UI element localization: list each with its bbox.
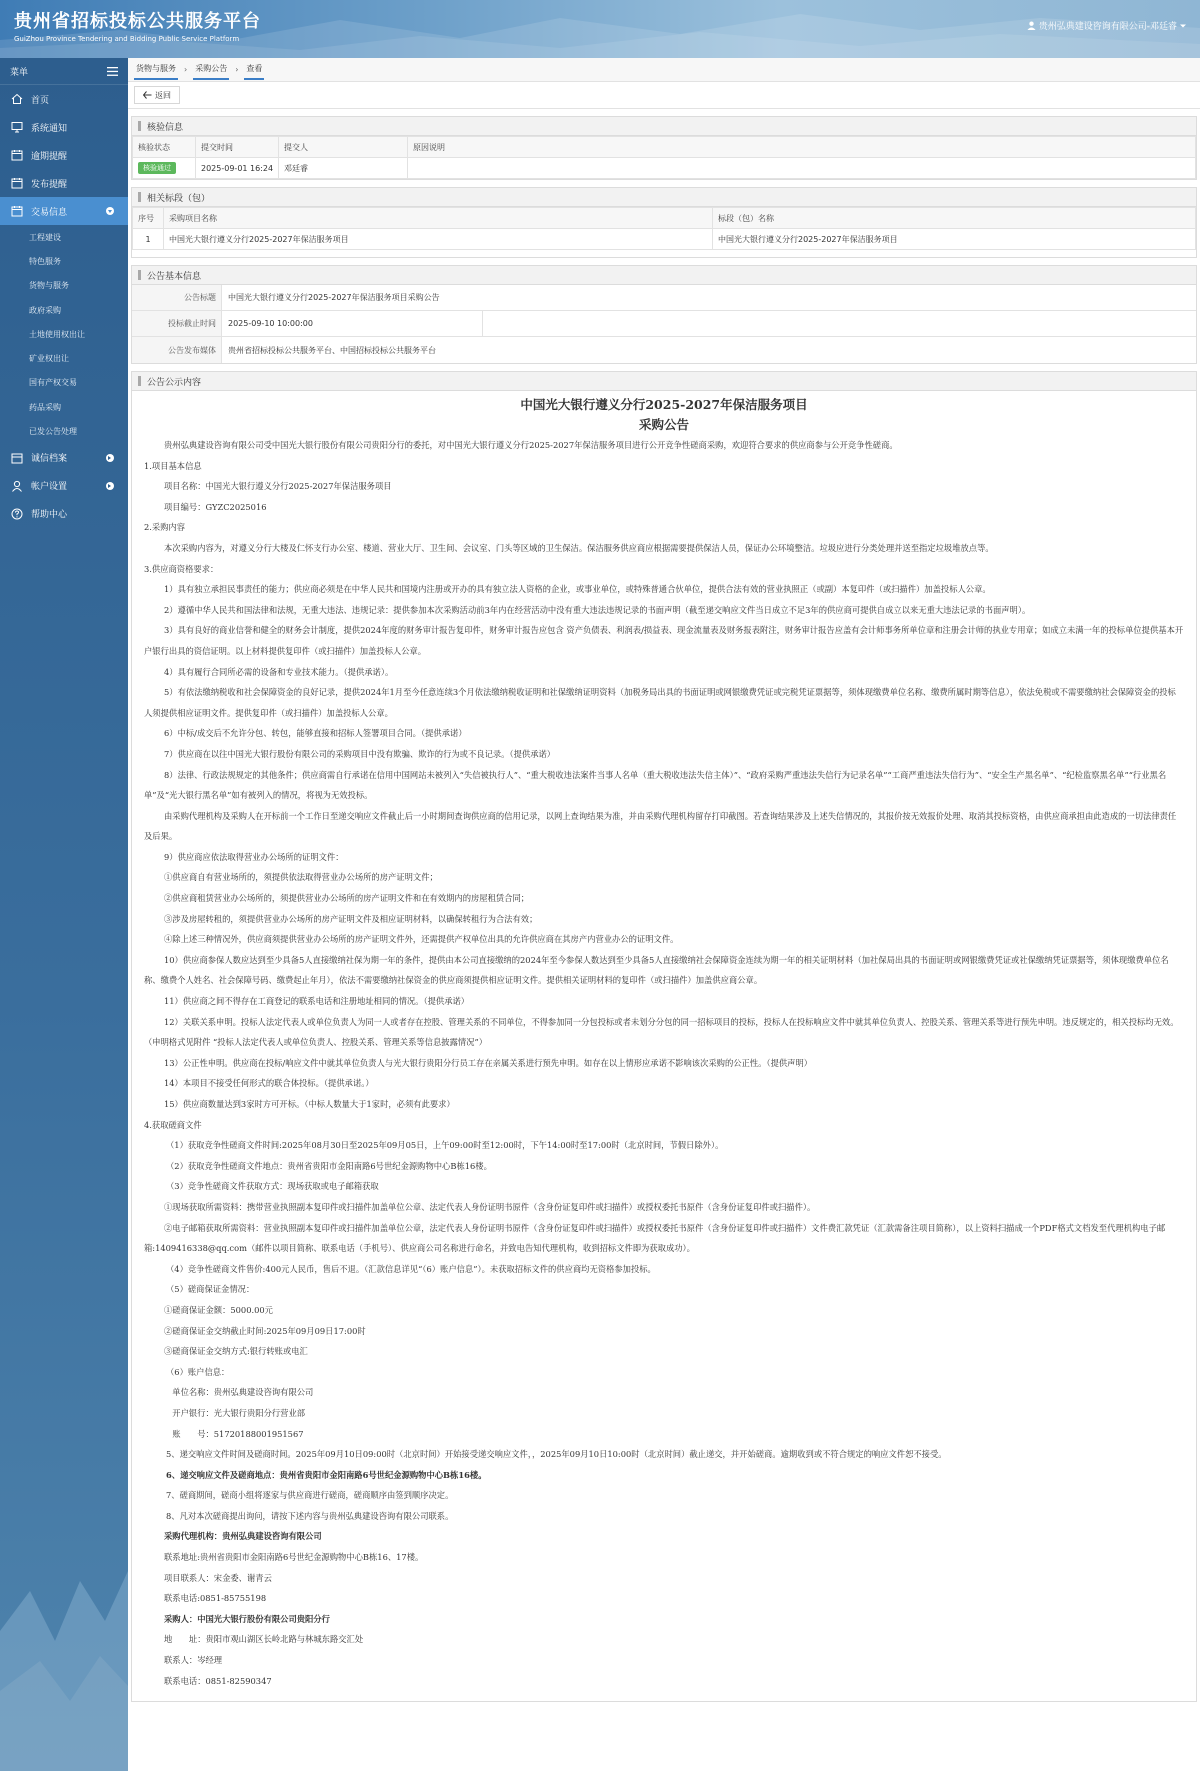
- basic-info-panel: [131, 265, 1197, 364]
- sidebar: [0, 58, 128, 1771]
- toolbar: [128, 82, 1200, 109]
- sidebar-item-publish[interactable]: [0, 169, 128, 197]
- announcement-paragraph: 15）供应商数量达到3家时方可开标。（中标人数量大于1家时，必须有此要求）: [164, 1099, 455, 1109]
- archive-icon: [11, 452, 23, 464]
- sidebar-item-notifications[interactable]: [0, 113, 128, 141]
- sidebar-item-label: 诚信档案: [31, 454, 68, 465]
- platform-subtitle: GuiZhou Province Tendering and Bidding Public Service Platform: [14, 35, 240, 43]
- announcement-paragraph: （2）获取竞争性磋商文件地点：贵州省贵阳市金阳南路6号世纪金源购物中心B栋16楼。: [166, 1160, 492, 1171]
- sections-panel: [131, 187, 1197, 258]
- sidebar-item-credit[interactable]: [0, 444, 128, 472]
- announcement-paragraph: （4）竞争性磋商文件售价:400元人民币，售后不退。（汇款信息详见“（6）账户信息”）。未获取招标文件的供应商均无资格参加投标。: [166, 1263, 656, 1274]
- calendar-icon: [11, 149, 23, 161]
- submit-time: 2025-09-01 16:24: [196, 158, 279, 179]
- announcement-paragraph: 联系人：岑经理: [164, 1655, 223, 1666]
- announcement-paragraph: （1）获取竞争性磋商文件时间:2025年08月30日至2025年09月05日，上午09:00时至12:00时，下午14:00时至17:00时（北京时间，节假日除外）。: [166, 1140, 724, 1151]
- announcement-paragraph: ①供应商自有营业场所的，须提供依法取得营业办公场所的房产证明文件；: [164, 872, 438, 883]
- sidebar-sub-item[interactable]: 土地使用权出让: [29, 329, 85, 339]
- sidebar-item-help[interactable]: [0, 500, 128, 528]
- announcement-paragraph: ②磋商保证金交纳截止时间:2025年09月09日17:00时: [164, 1325, 366, 1336]
- row-number: 1: [133, 229, 164, 250]
- announcement-paragraph: 10）供应商参保人数应达到至少具备5人直接缴纳社保为期一年的条件，提供由本公司直接缴纳的2024年至今参保人数达到至少具备5人直接缴纳社会保障资金连续为期一年的相关证明材料（加社保局出具的书面证明或网银缴费凭证或社保缴纳凭证票据等，须体现缴费单位名称、缴费个人姓名、社会保障号码、缴费起止年月），依法不需要缴纳社保资金的供应商须提供相应证明文件。提供相关证明材料的复印件（或扫描件）加盖供应商公章。: [144, 954, 1169, 986]
- announcement-paragraph: 6）中标/成交后不允许分包、转包，能够直接和招标人签署项目合同。（提供承诺）: [164, 728, 467, 739]
- announcement-paragraph: 由采购代理机构及采购人在开标前一个工作日至递交响应文件截止后一小时期间查询供应商的信用记录，以网上查询结果为准，并由采购代理机构留存打印截图。若查询结果涉及上述失信情况的，其报价按无效报价处理、取消其投标资格，由供应商承担由此造成的一切法律责任及后果。: [144, 810, 1177, 842]
- announcement-paragraph: ②电子邮箱获取所需资料：营业执照副本复印件或扫描件加盖单位公章，法定代表人身份证明书原件（含身份证复印件或扫描件）或授权委托书原件（含身份证复印件或扫描件）文件费汇款凭证（汇款需备注项目简称），以上资料扫描成一个PDF格式文档发至代理机构电子邮箱:1409416338@qq.com（邮件以项目简称、联系电话（手机号）、供应商公司名称进行命名，并致电告知代理机构，收到招标文件即为获取成功）。: [144, 1222, 1166, 1254]
- platform-brand: [14, 12, 261, 43]
- review-table: [132, 136, 1196, 179]
- calendar-icon: [11, 177, 23, 189]
- sidebar-header: [0, 58, 128, 85]
- breadcrumb-separator-icon: ›: [184, 65, 188, 74]
- back-button-label: 返回: [155, 90, 171, 100]
- announcement-paragraph: 11）供应商之间不得存在工商登记的联系电话和注册地址相同的情况。（提供承诺）: [164, 996, 470, 1007]
- back-button[interactable]: [134, 86, 180, 104]
- announcement-panel: [131, 371, 1197, 1702]
- announcement-paragraph: 项目名称：中国光大银行遵义分行2025-2027年保洁服务项目: [164, 481, 392, 492]
- announcement-paragraph: 采购代理机构：贵州弘典建设咨询有限公司: [164, 1531, 322, 1542]
- sidebar-item-label: 交易信息: [31, 207, 68, 218]
- sidebar-item-home[interactable]: [0, 85, 128, 113]
- announcement-paragraph: ③涉及房屋转租的，须提供营业办公场所的房产证明文件及相应证明材料，以确保转租行为合法有效；: [164, 913, 538, 924]
- announcement-paragraph: ③磋商保证金交纳方式:银行转账或电汇: [164, 1346, 308, 1357]
- caret-down-icon: [1180, 23, 1186, 29]
- sidebar-sub-item[interactable]: 矿业权出让: [29, 354, 69, 364]
- help-icon: [11, 508, 23, 520]
- sidebar-item-label: 首页: [31, 95, 50, 106]
- info-value: 2025-09-10 10:00:00: [222, 311, 483, 336]
- sidebar-sub-item[interactable]: 特色服务: [29, 256, 61, 266]
- sidebar-item-account[interactable]: [0, 472, 128, 500]
- announcement-panel-title: 公告公示内容: [132, 372, 1196, 391]
- expand-arrow-icon[interactable]: [106, 207, 114, 215]
- announcement-paragraph: 开户银行：光大银行贵阳分行营业部: [164, 1407, 306, 1418]
- basic-info-panel-title: 公告基本信息: [132, 266, 1196, 285]
- announcement-paragraph: 3）具有良好的商业信誉和健全的财务会计制度，提供2024年度的财务审计报告复印件，财务审计报告应包含 资产负债表、利润表/损益表、现金流量表及财务报表附注，财务审计报告应盖有会计师事务所单位章和注册会计师的执业专用章；如成立未满一年的投标单位提供基本开户银行出具的资信证明。以上材料提供复印件（或扫描件）加盖投标人公章。: [144, 625, 1184, 656]
- announcement-paragraph: 9）供应商应依法取得营业办公场所的证明文件：: [164, 851, 344, 862]
- sidebar-item-label: 帐户设置: [31, 482, 68, 493]
- user-icon: [1027, 21, 1036, 30]
- sidebar-item-label: 系统通知: [31, 123, 68, 134]
- announcement-body: [132, 391, 1196, 1701]
- expand-arrow-icon[interactable]: [106, 482, 114, 490]
- info-label: 公告标题: [132, 285, 222, 310]
- column-header: 原因说明: [408, 137, 1196, 158]
- announcement-paragraph: 联系电话：0851-82590347: [164, 1675, 272, 1686]
- announcement-paragraph: 贵州弘典建设咨询有限公司受中国光大银行股份有限公司贵阳分行的委托，对中国光大银行遵义分行2025-2027年保洁服务项目进行公开竞争性磋商采购，欢迎符合要求的供应商参与公开竞争性磋商。: [164, 440, 898, 450]
- announcement-paragraph: 项目编号：GYZC2025016: [164, 501, 267, 512]
- review-panel: [131, 116, 1197, 180]
- announcement-paragraph: 5、递交响应文件时间及磋商时间。2025年09月10日09:00时（北京时间）开始接受递交响应文件，，2025年09月10日10:00时（北京时间）截止递交，并开始磋商。逾期收到或不符合规定的响应文件恕不接受。: [166, 1449, 947, 1460]
- announcement-paragraph: 4）具有履行合同所必需的设备和专业技术能力。（提供承诺）。: [164, 666, 394, 677]
- sidebar-item-label: 逾期提醒: [31, 151, 68, 162]
- announcement-paragraph: 采购人：中国光大银行股份有限公司贵阳分行: [164, 1613, 330, 1624]
- sidebar-sub-item[interactable]: 货物与服务: [29, 281, 69, 291]
- breadcrumb-view[interactable]: 查看: [244, 63, 264, 80]
- announcement-paragraph: 联系地址:贵州省贵阳市金阳南路6号世纪金源购物中心B栋16、17楼。: [164, 1552, 424, 1563]
- table-header-row: [133, 137, 1196, 158]
- column-header: 提交人: [279, 137, 408, 158]
- review-panel-title: 核验信息: [132, 117, 1196, 136]
- submitter: 邓廷睿: [279, 158, 408, 179]
- home-icon: [11, 93, 23, 105]
- top-header: [0, 0, 1200, 58]
- column-header: 采购项目名称: [164, 208, 713, 229]
- platform-title: 贵州省招标投标公共服务平台: [14, 11, 261, 32]
- announcement-paragraph: 7）供应商在以往中国光大银行股份有限公司的采购项目中没有欺骗、欺诈的行为或不良记录。（提供承诺）: [164, 748, 556, 759]
- sidebar-sub-item[interactable]: 已发公告处理: [29, 427, 77, 437]
- announcement-paragraph: 3.供应商资格要求：: [144, 563, 219, 574]
- user-name: 贵州弘典建设咨询有限公司-邓廷睿: [1038, 22, 1177, 32]
- hamburger-icon[interactable]: [107, 67, 118, 76]
- announcement-paragraph: 1）具有独立承担民事责任的能力；供应商必须是在中华人民共和国境内注册或开办的具有独立法人资格的企业，或事业单位，或特殊普通合伙单位，提供合法有效的营业执照正（或副）本复印件（或扫描件）加盖投标人公章。: [164, 584, 991, 595]
- main-content: [128, 58, 1200, 1771]
- announcement-paragraph: 单位名称：贵州弘典建设咨询有限公司: [164, 1387, 314, 1398]
- announcement-paragraph: 1.项目基本信息: [144, 460, 202, 471]
- sidebar-sub-item[interactable]: 工程建设: [29, 232, 61, 242]
- announcement-paragraph: 7、磋商期间，磋商小组将逐家与供应商进行磋商，磋商顺序由签到顺序决定。: [166, 1490, 454, 1501]
- table-header-row: [133, 208, 1196, 229]
- announcement-paragraph: 项目联系人：宋金委、谢青云: [164, 1572, 272, 1583]
- announcement-paragraph: 4.获取磋商文件: [144, 1119, 202, 1130]
- announcement-paragraph: 2.采购内容: [144, 522, 186, 533]
- column-header: 序号: [133, 208, 164, 229]
- table-row: [133, 229, 1196, 250]
- announcement-paragraph: 14）本项目不接受任何形式的联合体投标。（提供承诺。）: [164, 1078, 374, 1089]
- sidebar-item-label: 发布提醒: [31, 179, 68, 190]
- breadcrumb: [128, 58, 1200, 82]
- breadcrumb-separator-icon: ›: [235, 65, 239, 74]
- announcement-paragraph: ①磋商保证金额：5000.00元: [164, 1304, 273, 1315]
- announcement-paragraph: 8、凡对本次磋商提出询问，请按下述内容与贵州弘典建设咨询有限公司联系。: [166, 1510, 454, 1521]
- calendar-icon: [11, 205, 23, 217]
- status-badge: 核验通过: [138, 162, 176, 174]
- expand-arrow-icon[interactable]: [106, 454, 114, 462]
- announcement-subheading: 采购公告: [638, 417, 689, 432]
- breadcrumb-goods-services[interactable]: 货物与服务: [134, 63, 178, 80]
- announcement-paragraph: （5）磋商保证金情况：: [166, 1284, 255, 1295]
- info-row: [132, 285, 1196, 311]
- column-header: 标段（包）名称: [713, 208, 1196, 229]
- announcement-paragraph: 12）关联关系申明。投标人法定代表人或单位负责人为同一人或者存在控股、管理关系的不同单位，不得参加同一分包投标或者未划分分包的同一招标项目的投标，投标人在投标响应文件中就其单位负责人、控股关系、管理关系等进行预先申明。违反规定的，相关投标均无效。（申明格式见附件 “投标人法定代表人或单位负责人、控股关系、管理关系等信息披露情况”）: [144, 1016, 1179, 1048]
- section-name: 中国光大银行遵义分行2025-2027年保洁服务项目: [713, 229, 1196, 250]
- announcement-paragraph: 5）有依法缴纳税收和社会保障资金的良好记录，提供2024年1月至今任意连续3个月依法缴纳税收证明和社保缴纳证明资料（加税务局出具的书面证明或网银缴费凭证或完税凭证票据等，须体现缴费单位名称、缴费所属时期等信息），依法免税或不需要缴纳社会保障资金的投标人须提供相应证明文件。提供复印件（或扫描件）加盖投标人公章。: [144, 687, 1176, 718]
- announcement-paragraph: 联系电话:0851-85755198: [164, 1593, 267, 1604]
- announcement-paragraph: 本次采购内容为，对遵义分行大楼及仁怀支行办公室、楼道、营业大厅、卫生间、会议室、门头等区域的卫生保洁。保洁服务供应商应根据需要提供保洁人员，保证办公环境整洁。垃圾应进行分类处理并送至指定垃圾堆放点等。: [164, 542, 994, 553]
- sections-table: [132, 207, 1196, 250]
- sidebar-item-overdue[interactable]: [0, 141, 128, 169]
- column-header: 提交时间: [196, 137, 279, 158]
- info-label: 投标截止时间: [132, 311, 222, 336]
- sidebar-sub-item[interactable]: 政府采购: [29, 305, 61, 315]
- project-name: 中国光大银行遵义分行2025-2027年保洁服务项目: [164, 229, 713, 250]
- announcement-paragraph: 账 号：51720188001951567: [164, 1428, 304, 1439]
- announcement-paragraph: 8）法律、行政法规规定的其他条件；供应商需自行承诺在信用中国网站未被列入“失信被执行人”、“重大税收违法案件当事人名单（重大税收违法失信主体）”、“政府采购严重违法失信行为记录名单”“工商严重违法失信行为”、“安全生产黑名单”、“纪检监察黑名单”“行业黑名单”及“光大银行黑名单”如有被列入的情况，将视为无效投标。: [144, 769, 1167, 801]
- user-icon: [11, 480, 23, 492]
- announcement-paragraphs: [144, 435, 1184, 1691]
- info-empty: [483, 311, 1196, 336]
- sections-panel-title: 相关标段（包）: [132, 188, 1196, 207]
- sidebar-mountain-background: [0, 1471, 128, 1771]
- user-menu[interactable]: [1027, 19, 1186, 32]
- announcement-paragraph: 地 址：贵阳市观山湖区长岭北路与林城东路交汇处: [164, 1634, 364, 1645]
- announcement-paragraph: （6）账户信息：: [166, 1366, 230, 1377]
- announcement-heading: 中国光大银行遵义分行2025-2027年保洁服务项目: [520, 397, 808, 412]
- status-cell: [133, 158, 196, 179]
- reason: [408, 158, 1196, 179]
- back-arrow-icon: [143, 91, 152, 99]
- sidebar-sub-item[interactable]: 药品采购: [29, 402, 61, 412]
- announcement-paragraph: 6、递交响应文件及磋商地点：贵州省贵阳市金阳南路6号世纪金源购物中心B栋16楼。: [166, 1469, 487, 1480]
- info-value: 贵州省招标投标公共服务平台、中国招标投标公共服务平台: [228, 345, 436, 355]
- menu-label: 菜单: [10, 67, 29, 78]
- announcement-paragraph: （3）竞争性磋商文件获取方式：现场获取或电子邮箱获取: [166, 1181, 379, 1192]
- sidebar-item-trading[interactable]: [0, 197, 128, 225]
- info-row: [132, 337, 1196, 363]
- table-row: [133, 158, 1196, 179]
- announcement-paragraph: 13）公正性申明。供应商在投标/响应文件中就其单位负责人与光大银行贵阳分行员工存在亲属关系进行预先申明。如存在以上情形应承诺不影响该次采购的公正性。（提供声明）: [164, 1057, 813, 1068]
- panel-spacer: [132, 250, 1196, 257]
- announcement-paragraph: 2）遵循中华人民共和国法律和法规，无重大违法、违规记录：提供参加本次采购活动前3年内在经营活动中没有重大违法违规记录的书面声明（截至递交响应文件当日成立不足3年的供应商可提供自成立以来无重大违法记录的书面声明）。: [164, 604, 1031, 615]
- info-label: 公告发布媒体: [132, 337, 222, 363]
- monitor-icon: [11, 121, 23, 133]
- breadcrumb-announcements[interactable]: 采购公告: [193, 63, 229, 80]
- info-row: [132, 311, 1196, 337]
- column-header: 核验状态: [133, 137, 196, 158]
- sidebar-sub-item[interactable]: 国有产权交易: [29, 378, 77, 388]
- announcement-paragraph: ④除上述三种情况外，供应商须提供营业办公场所的房产证明文件外，还需提供产权单位出具的允许供应商在其房产内营业办公的证明文件。: [164, 934, 679, 945]
- announcement-paragraph: ①现场获取所需资料：携带营业执照副本复印件或扫描件加盖单位公章、法定代表人身份证明书原件（含身份证复印件或扫描件）或授权委托书原件（含身份证复印件或扫描件）。: [164, 1201, 816, 1212]
- info-value: 中国光大银行遵义分行2025-2027年保洁服务项目采购公告: [228, 293, 440, 302]
- announcement-paragraph: ②供应商租赁营业办公场所的，须提供营业办公场所的房产证明文件和在有效期内的房屋租赁合同；: [164, 893, 530, 904]
- sidebar-item-label: 帮助中心: [31, 510, 68, 521]
